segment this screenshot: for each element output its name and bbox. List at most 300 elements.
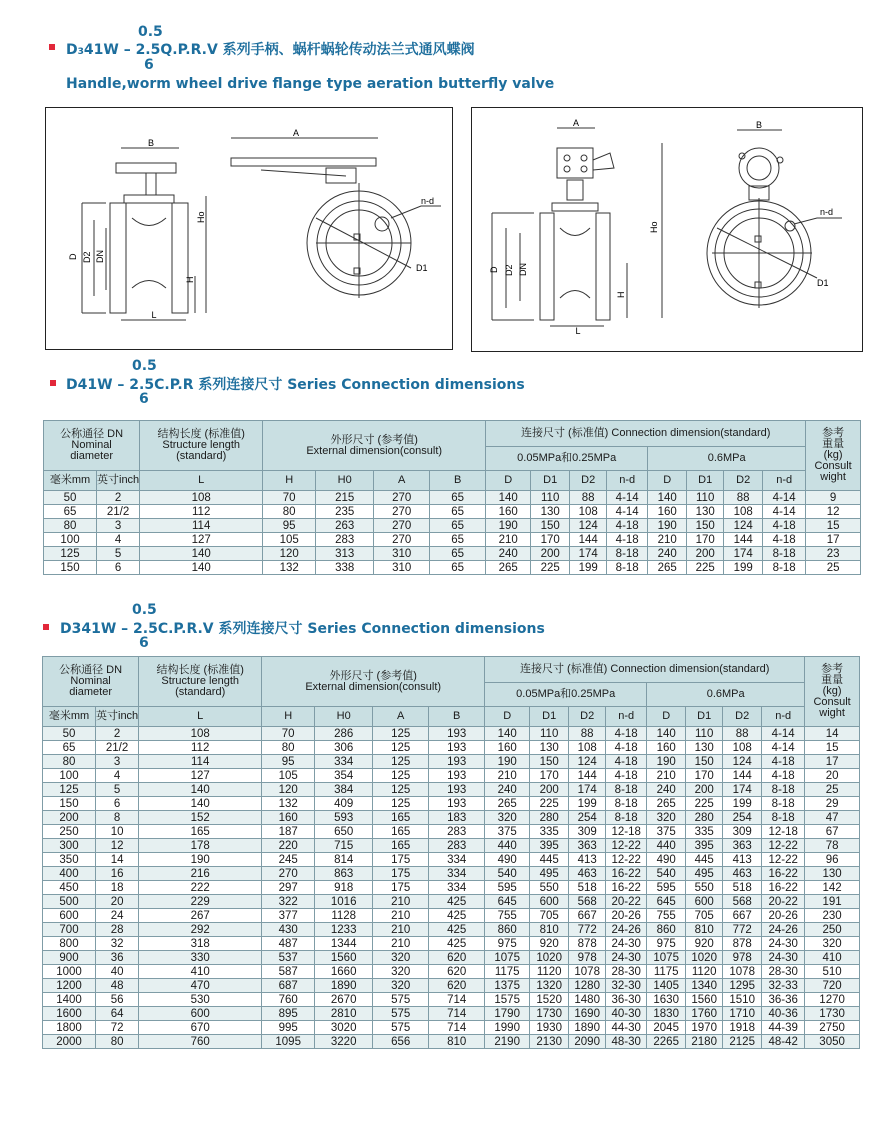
table-cell: 64 [96, 1007, 139, 1021]
table-cell: 4-18 [606, 769, 647, 783]
table-cell: 309 [569, 825, 606, 839]
table-cell: 445 [686, 853, 723, 867]
table-cell: 1560 [686, 993, 723, 1007]
table-cell: 3050 [805, 1035, 860, 1049]
header-cell: D [648, 471, 687, 491]
table-row [43, 1035, 860, 1049]
table-cell: 1710 [723, 1007, 762, 1021]
table-cell: 6 [96, 797, 139, 811]
table-cell: 23 [806, 547, 861, 561]
header-cell: n-d [607, 471, 648, 491]
header-cell: 0.05MPa和0.25MPa [485, 683, 647, 707]
table-cell: 105 [262, 769, 315, 783]
table-cell: 108 [570, 505, 607, 519]
table-cell: 920 [686, 937, 723, 951]
table-cell: 755 [485, 909, 530, 923]
table-cell: 9 [806, 491, 861, 505]
dim-label-d: D [68, 253, 78, 260]
handle-valve-schematic [46, 108, 452, 349]
table-cell: 65 [430, 519, 486, 533]
table-cell: 720 [805, 979, 860, 993]
connection-table-d341w [42, 656, 860, 1049]
pressure-subscript: 6 [139, 391, 149, 407]
table-cell: 338 [316, 561, 374, 575]
table-title-2: D41W – 2.5C.P.R 系列连接尺寸 Series Connection dimensions [66, 377, 525, 393]
table-cell: 150 [44, 561, 97, 575]
table-cell: 810 [429, 1035, 485, 1049]
table-cell: 1016 [315, 895, 373, 909]
table-cell: 700 [43, 923, 96, 937]
table-cell: 20 [805, 769, 860, 783]
table-cell: 270 [374, 533, 430, 547]
table-row [43, 937, 860, 951]
table-cell: 120 [262, 783, 315, 797]
table-row [43, 783, 860, 797]
table-cell: 860 [647, 923, 686, 937]
table-cell: 5 [97, 547, 140, 561]
table-cell: 40-30 [606, 1007, 647, 1021]
table-cell: 193 [429, 769, 485, 783]
table-cell: 140 [486, 491, 531, 505]
table-cell: 193 [429, 741, 485, 755]
table-cell: 1095 [262, 1035, 315, 1049]
table-cell: 334 [429, 881, 485, 895]
table-cell: 165 [373, 811, 429, 825]
table-cell: 1344 [315, 937, 373, 951]
table-cell: 409 [315, 797, 373, 811]
table-cell: 1078 [569, 965, 606, 979]
table-cell: 760 [139, 1035, 262, 1049]
header-cell: 英寸inch [96, 707, 139, 727]
table-cell: 8-18 [762, 811, 805, 825]
table-cell: 110 [530, 727, 569, 741]
table-cell: 1930 [530, 1021, 569, 1035]
header-text: External dimension(consult) [306, 444, 443, 457]
table-cell: 18 [96, 881, 139, 895]
table-cell: 67 [805, 825, 860, 839]
table-cell: 190 [647, 755, 686, 769]
table-cell: 24-30 [606, 937, 647, 951]
header-cell [140, 421, 263, 471]
table-row [43, 811, 860, 825]
table-cell: 150 [530, 755, 569, 769]
table-row [44, 533, 861, 547]
table-cell: 500 [43, 895, 96, 909]
table-cell: 1000 [43, 965, 96, 979]
header-cell: n-d [763, 471, 806, 491]
table-cell: 32-30 [606, 979, 647, 993]
table-cell: 174 [570, 547, 607, 561]
table-cell: 270 [374, 519, 430, 533]
table-cell: 425 [429, 909, 485, 923]
table-cell: 568 [569, 895, 606, 909]
header-cell: H0 [315, 707, 373, 727]
table-row [43, 1021, 860, 1035]
table-cell: 1233 [315, 923, 373, 937]
table-cell: 975 [647, 937, 686, 951]
table-cell: 978 [569, 951, 606, 965]
table-cell: 160 [647, 741, 686, 755]
table-cell: 48-30 [606, 1035, 647, 1049]
table-cell: 593 [315, 811, 373, 825]
table-cell: 2130 [530, 1035, 569, 1049]
table-cell: 8-18 [762, 797, 805, 811]
table-cell: 65 [430, 505, 486, 519]
table-cell: 568 [723, 895, 762, 909]
table-cell: 175 [373, 867, 429, 881]
table-cell: 72 [96, 1021, 139, 1035]
table-cell: 575 [373, 1007, 429, 1021]
table-cell: 127 [139, 769, 262, 783]
table-row [43, 825, 860, 839]
table-cell: 210 [373, 937, 429, 951]
table-cell: 210 [373, 895, 429, 909]
table-cell: 125 [373, 769, 429, 783]
table-cell: 88 [723, 727, 762, 741]
header-text: (kg) [823, 449, 843, 461]
dim-label-dn: DN [95, 250, 105, 263]
header-cell: 连接尺寸 (标准值) Connection dimension(standard) [485, 657, 805, 683]
table-cell: 16-22 [606, 867, 647, 881]
table-cell: 150 [687, 519, 724, 533]
table-cell: 384 [315, 783, 373, 797]
table-cell: 70 [262, 727, 315, 741]
table-cell: 978 [723, 951, 762, 965]
table-cell: 1120 [530, 965, 569, 979]
table-cell: 310 [374, 547, 430, 561]
table-cell: 814 [315, 853, 373, 867]
table-cell: 1075 [485, 951, 530, 965]
table-cell: 306 [315, 741, 373, 755]
table-cell: 125 [373, 783, 429, 797]
table-cell: 140 [140, 547, 263, 561]
table-cell: 2670 [315, 993, 373, 1007]
table-cell: 445 [530, 853, 569, 867]
table-cell: 878 [569, 937, 606, 951]
table-cell: 1020 [530, 951, 569, 965]
header-cell: H [262, 707, 315, 727]
table-cell: 425 [429, 923, 485, 937]
table-cell: 600 [43, 909, 96, 923]
table-cell: 187 [262, 825, 315, 839]
table-cell: 463 [569, 867, 606, 881]
table-cell: 410 [805, 951, 860, 965]
table-cell: 4-18 [762, 769, 805, 783]
table-cell: 80 [96, 1035, 139, 1049]
header-cell: B [430, 471, 486, 491]
table-cell: 440 [485, 839, 530, 853]
table-cell: 10 [96, 825, 139, 839]
header-text: diameter [69, 686, 112, 698]
header-cell: D2 [569, 707, 606, 727]
dim-label-h: H [616, 291, 626, 298]
table-cell: 140 [647, 727, 686, 741]
table-cell: 240 [647, 783, 686, 797]
table-cell: 125 [373, 755, 429, 769]
table-cell: 216 [139, 867, 262, 881]
table-cell: 65 [43, 741, 96, 755]
table-cell: 2090 [569, 1035, 606, 1049]
table-cell: 540 [647, 867, 686, 881]
table-cell: 995 [262, 1021, 315, 1035]
table-cell: 620 [429, 965, 485, 979]
table-cell: 8-18 [763, 561, 806, 575]
table-cell: 130 [531, 505, 570, 519]
table-cell: 656 [373, 1035, 429, 1049]
table-cell: 150 [43, 797, 96, 811]
table-cell: 32-33 [762, 979, 805, 993]
table-cell: 495 [530, 867, 569, 881]
table-cell: 80 [44, 519, 97, 533]
table-cell: 125 [373, 727, 429, 741]
table-cell: 270 [262, 867, 315, 881]
worm-valve-schematic [472, 108, 862, 351]
table-cell: 235 [316, 505, 374, 519]
header-text: 重量 [821, 674, 844, 686]
table-cell: 330 [139, 951, 262, 965]
table-cell: 65 [430, 533, 486, 547]
table-cell: 210 [648, 533, 687, 547]
table-cell: 495 [686, 867, 723, 881]
header-cell [806, 421, 861, 491]
table-cell: 108 [723, 741, 762, 755]
table-cell: 2 [96, 727, 139, 741]
table-cell: 220 [262, 839, 315, 853]
table-cell: 150 [686, 755, 723, 769]
table-cell: 225 [530, 797, 569, 811]
header-text: (standard) [176, 450, 227, 462]
table-row [43, 867, 860, 881]
table-cell: 1295 [723, 979, 762, 993]
table-cell: 1075 [647, 951, 686, 965]
table-cell: 170 [686, 769, 723, 783]
table-cell: 144 [723, 769, 762, 783]
table-cell: 540 [485, 867, 530, 881]
table-cell: 15 [806, 519, 861, 533]
table-cell: 1405 [647, 979, 686, 993]
table-cell: 350 [43, 853, 96, 867]
table-cell: 210 [485, 769, 530, 783]
table-cell: 8-18 [607, 561, 648, 575]
table-cell: 292 [139, 923, 262, 937]
table-cell: 140 [140, 561, 263, 575]
table-cell: 36-30 [606, 993, 647, 1007]
table-cell: 530 [139, 993, 262, 1007]
table-cell: 2750 [805, 1021, 860, 1035]
header-cell: 0.6MPa [647, 683, 805, 707]
header-text: Consult [814, 460, 852, 472]
table-cell: 190 [485, 755, 530, 769]
table-cell: 245 [262, 853, 315, 867]
table-cell: 755 [647, 909, 686, 923]
table-cell: 310 [374, 561, 430, 575]
table-cell: 130 [530, 741, 569, 755]
header-text: Nominal [71, 439, 112, 451]
table-cell: 1730 [805, 1007, 860, 1021]
table-cell: 44-30 [606, 1021, 647, 1035]
table-row [43, 769, 860, 783]
table-cell: 12-22 [606, 839, 647, 853]
table-cell: 487 [262, 937, 315, 951]
table-cell: 44-39 [762, 1021, 805, 1035]
table-cell: 587 [262, 965, 315, 979]
table-cell: 193 [429, 783, 485, 797]
table-row [44, 547, 861, 561]
table-cell: 1078 [723, 965, 762, 979]
table-cell: 174 [723, 783, 762, 797]
drawing-worm-valve [471, 107, 863, 352]
table-cell: 1020 [686, 951, 723, 965]
header-cell: B [429, 707, 485, 727]
table-title-3: D341W – 2.5C.P.R.V 系列连接尺寸 Series Connection dimensions [60, 621, 545, 637]
table-cell: 1890 [569, 1021, 606, 1035]
table-cell: 20-22 [606, 895, 647, 909]
table-cell: 95 [263, 519, 316, 533]
dim-label-h: H [185, 276, 195, 283]
table-cell: 160 [262, 811, 315, 825]
table-cell: 21/2 [96, 741, 139, 755]
header-cell: D2 [570, 471, 607, 491]
table-cell: 772 [569, 923, 606, 937]
table-cell: 4-18 [606, 741, 647, 755]
table-cell: 4 [97, 533, 140, 547]
table-cell: 800 [43, 937, 96, 951]
table-cell: 210 [373, 923, 429, 937]
header-text: 结构长度 (标准值) [157, 428, 245, 440]
table-cell: 88 [570, 491, 607, 505]
table-cell: 193 [429, 755, 485, 769]
table-cell: 165 [373, 825, 429, 839]
table-cell: 48-42 [762, 1035, 805, 1049]
table-cell: 132 [263, 561, 316, 575]
header-cell: 毫米mm [44, 471, 97, 491]
dim-label-ho: Ho [196, 211, 206, 223]
table-cell: 810 [530, 923, 569, 937]
header-cell: H [263, 471, 316, 491]
table-cell: 110 [686, 727, 723, 741]
table-cell: 12-22 [606, 853, 647, 867]
table-row [43, 923, 860, 937]
table-cell: 2265 [647, 1035, 686, 1049]
header-cell: A [374, 471, 430, 491]
table-row [43, 755, 860, 769]
table-cell: 413 [723, 853, 762, 867]
dim-label-dn: DN [518, 263, 528, 276]
table-row [43, 979, 860, 993]
table-cell: 286 [315, 727, 373, 741]
table-cell: 200 [686, 783, 723, 797]
table-cell: 222 [139, 881, 262, 895]
table-cell: 1340 [686, 979, 723, 993]
table-cell: 265 [648, 561, 687, 575]
table-cell: 254 [569, 811, 606, 825]
table-cell: 240 [486, 547, 531, 561]
table-cell: 210 [647, 769, 686, 783]
table-cell: 335 [530, 825, 569, 839]
pressure-superscript: 0.5 [132, 602, 157, 618]
table-cell: 335 [686, 825, 723, 839]
table-cell: 24-30 [606, 951, 647, 965]
table-cell: 772 [723, 923, 762, 937]
table-cell: 65 [430, 547, 486, 561]
table-cell: 878 [723, 937, 762, 951]
header-text: 公称通径 DN [59, 664, 123, 676]
header-cell: H0 [316, 471, 374, 491]
table-cell: 95 [262, 755, 315, 769]
table-cell: 16 [96, 867, 139, 881]
header-cell: D1 [531, 471, 570, 491]
header-cell: 连接尺寸 (标准值) Connection dimension(standard) [486, 421, 806, 447]
table-cell: 110 [687, 491, 724, 505]
header-cell: 0.05MPa和0.25MPa [486, 447, 648, 471]
table-cell: 130 [686, 741, 723, 755]
table-cell: 2045 [647, 1021, 686, 1035]
table-cell: 714 [429, 993, 485, 1007]
table-row [43, 839, 860, 853]
dim-label-b: B [147, 138, 155, 148]
table-cell: 1575 [485, 993, 530, 1007]
table-cell: 152 [139, 811, 262, 825]
table-cell: 363 [569, 839, 606, 853]
table-cell: 199 [723, 797, 762, 811]
table-cell: 4-14 [762, 727, 805, 741]
header-cell: n-d [762, 707, 805, 727]
header-text: 参考 [822, 427, 845, 439]
table-cell: 400 [43, 867, 96, 881]
table-cell: 199 [569, 797, 606, 811]
table-cell: 334 [429, 867, 485, 881]
table-cell: 320 [647, 811, 686, 825]
table-cell: 1200 [43, 979, 96, 993]
table-cell: 2190 [485, 1035, 530, 1049]
table-cell: 14 [96, 853, 139, 867]
table-cell: 108 [569, 741, 606, 755]
table-cell: 283 [429, 825, 485, 839]
table-cell: 240 [485, 783, 530, 797]
table-cell: 550 [530, 881, 569, 895]
table-cell: 1690 [569, 1007, 606, 1021]
table-cell: 1760 [686, 1007, 723, 1021]
table-cell: 705 [686, 909, 723, 923]
table-cell: 430 [262, 923, 315, 937]
table-cell: 377 [262, 909, 315, 923]
table-cell: 199 [570, 561, 607, 575]
dim-label-a: A [572, 118, 580, 128]
table-cell: 190 [486, 519, 531, 533]
table-cell: 125 [373, 797, 429, 811]
table-cell: 413 [569, 853, 606, 867]
table-cell: 518 [569, 881, 606, 895]
table-cell: 4-18 [763, 519, 806, 533]
dim-label-d: D [489, 266, 499, 273]
table-cell: 1970 [686, 1021, 723, 1035]
table-cell: 70 [263, 491, 316, 505]
table-cell: 193 [429, 727, 485, 741]
dim-label-d2: D2 [82, 251, 92, 263]
header-text: 重量 [822, 438, 845, 450]
table-cell: 714 [429, 1021, 485, 1035]
table-row [43, 1007, 860, 1021]
table-cell: 108 [724, 505, 763, 519]
table-cell: 4-18 [606, 755, 647, 769]
table-cell: 334 [315, 755, 373, 769]
table-cell: 178 [139, 839, 262, 853]
drawing-handle-valve [45, 107, 453, 350]
header-cell: D [485, 707, 530, 727]
dim-label-nd: n-d [820, 207, 834, 217]
bullet-icon [50, 380, 56, 386]
header-cell: D [486, 471, 531, 491]
